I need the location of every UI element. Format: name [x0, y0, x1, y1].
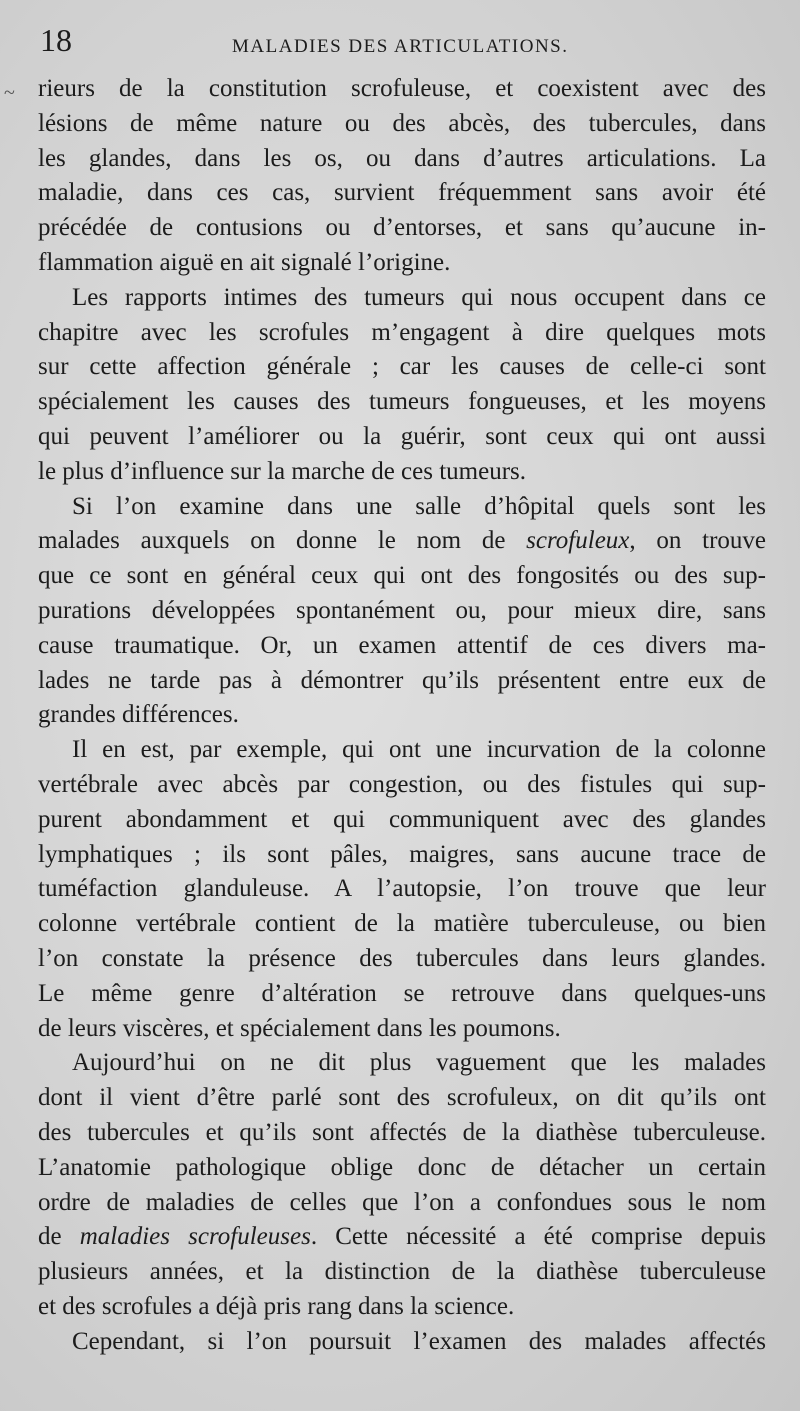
text-line: vertébrale avec abcès par congestion, ou des fistules qui sup- — [38, 770, 766, 798]
text-line: Il en est, par exemple, qui ont une incurvation de la colonne — [72, 736, 766, 764]
text-line: dont il vient d’être parlé sont des scrofuleux, on dit qu’ils ont — [38, 1084, 766, 1112]
text-line: maladie, dans ces cas, survient fréquemment sans avoir été — [38, 179, 766, 207]
text-line: lésions de même nature ou des abcès, des tubercules, dans — [38, 109, 766, 137]
running-title: MALADIES DES ARTICULATIONS. — [232, 36, 569, 57]
text-line — [38, 524, 766, 559]
italic-term: scrofuleux — [526, 527, 630, 555]
text-line: ordre de maladies de celles que l’on a confondues sous le nom — [38, 1188, 766, 1216]
text-line: Les rapports intimes des tumeurs qui nous occupent dans ce — [72, 283, 766, 311]
margin-mark: ~ — [4, 82, 15, 104]
text-segment: , on trouve — [629, 527, 766, 555]
text-line: spécialement les causes des tumeurs fongueuses, et les moyens — [38, 388, 766, 416]
text-line: lades ne tarde pas à démontrer qu’ils présentent entre eux de — [38, 666, 766, 694]
text-line: cause traumatique. Or, un examen attentif de ces divers ma- — [38, 631, 766, 659]
text-line: que ce sont en général ceux qui ont des fongosités ou des sup- — [38, 562, 766, 590]
text-line: de leurs viscères, et spécialement dans les poumons. — [38, 1014, 561, 1042]
body-text — [38, 72, 766, 1359]
text-line — [38, 1220, 766, 1255]
text-segment: . Cette nécessité a été comprise depuis — [310, 1223, 766, 1251]
text-line: Le même genre d’altération se retrouve dans quelques-uns — [38, 979, 766, 1007]
text-line: Si l’on examine dans une salle d’hôpital quels sont les — [72, 492, 766, 520]
text-line: plusieurs années, et la distinction de la diathèse tuberculeuse — [38, 1258, 766, 1286]
text-line: les glandes, dans les os, ou dans d’autres articulations. La — [38, 144, 766, 172]
page-number: 18 — [40, 22, 72, 58]
text-line: L’anatomie pathologique oblige donc de détacher un certain — [38, 1153, 766, 1181]
italic-term: maladies scrofuleuses — [79, 1223, 311, 1251]
text-line: sur cette affection générale ; car les causes de celle-ci sont — [38, 353, 766, 381]
text-line: rieurs de la constitution scrofuleuse, et coexistent avec des — [38, 75, 766, 102]
text-line: flammation aiguë en ait signalé l’origine. — [38, 248, 451, 276]
text-line: et des scrofules a déjà pris rang dans la science. — [38, 1292, 515, 1320]
text-segment: malades auxquels on donne le nom de — [38, 527, 527, 555]
text-line: qui peuvent l’améliorer ou la guérir, sont ceux qui ont aussi — [38, 422, 766, 450]
text-line: chapitre avec les scrofules m’engagent à dire quelques mots — [38, 318, 766, 346]
text-line: le plus d’influence sur la marche de ces tumeurs. — [38, 457, 527, 485]
text-line: Aujourd’hui on ne dit plus vaguement que les malades — [72, 1049, 766, 1077]
text-line: purent abondamment et qui communiquent avec des glandes — [38, 805, 766, 833]
text-line: colonne vertébrale contient de la matière tuberculeuse, ou bien — [38, 910, 766, 938]
text-segment: de — [38, 1223, 80, 1251]
text-line: tuméfaction glanduleuse. A l’autopsie, l’on trouve que leur — [38, 875, 766, 903]
text-line: purations développées spontanément ou, pour mieux dire, sans — [38, 596, 766, 624]
text-line: précédée de contusions ou d’entorses, et sans qu’aucune in- — [38, 214, 766, 242]
text-line: grandes différences. — [38, 701, 239, 729]
text-line: des tubercules et qu’ils sont affectés de la diathèse tuberculeuse. — [38, 1118, 766, 1146]
page-header — [40, 22, 780, 62]
text-line: lymphatiques ; ils sont pâles, maigres, sans aucune trace de — [38, 840, 766, 868]
text-line: l’on constate la présence des tubercules dans leurs glandes. — [38, 944, 766, 972]
text-line: Cependant, si l’on poursuit l’examen des malades affectés — [72, 1327, 766, 1355]
